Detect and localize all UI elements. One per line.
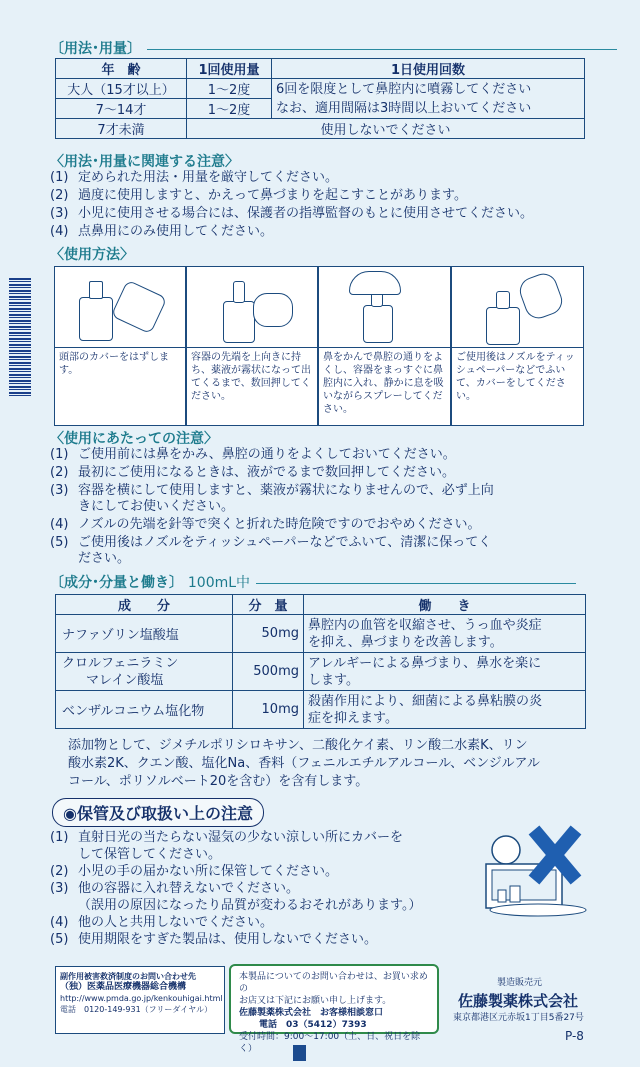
ingredient-name-1: ナファゾリン塩酸塩 (56, 615, 233, 653)
usage-note-1: (1) ご使用前には鼻をかみ、鼻腔の通りをよくしておいてください。 (50, 447, 456, 462)
registration-mark (293, 1045, 306, 1061)
relief-contact-box (55, 966, 225, 1034)
relief-title: 副作用被害救済制度のお問い合わせ先 (60, 972, 196, 981)
step-3-panel (318, 266, 451, 426)
storage-note-3: (3) 他の容器に入れ替えないでください。 (50, 881, 300, 896)
step-4-panel (451, 266, 584, 426)
related-note-1: (1) 定められた用法・用量を厳守してください。 (50, 170, 339, 185)
storage-note-5: (5) 使用期限をすぎた製品は、使用しないでください。 (50, 932, 378, 947)
page-code: P-8 (565, 1029, 584, 1043)
inquiry-line-5: 受付時間：9:00〜17:00（土、日、祝日を除く） (239, 1032, 421, 1054)
step-1-illustration (55, 267, 185, 348)
header-age: 年 齢 (56, 59, 187, 79)
storage-note-1: (1) 直射日光の当たらない湿気の少ない涼しい所にカバーを (50, 830, 404, 845)
ingredient-amount-1: 50mg (233, 615, 304, 653)
ingredients-table (55, 594, 586, 729)
age-under7: 7才未満 (56, 119, 187, 139)
storage-note-1-cont: して保管してください。 (78, 847, 222, 862)
step-4-caption: ご使用後はノズルをティッシュペーパーなどでふいて、カバーをしてください。 (456, 352, 575, 402)
step-2-caption: 容器の先端を上向きに持ち、薬液が霧状になって出てくるまで、数回押してください。 (191, 352, 311, 402)
related-notes-title: 〈用法･用量に関連する注意〉 (50, 154, 239, 170)
ingredient-effect-3: 殺菌作用により、細菌による鼻粘膜の炎 症を抑えます。 (304, 691, 586, 729)
how-to-title: 〈使用方法〉 (50, 247, 134, 263)
inquiry-line-1: 本製品についてのお問い合わせは、お買い求めの (239, 972, 428, 994)
under7-note: 使用しないでください (187, 119, 585, 139)
usage-note-5-cont: ださい。 (78, 551, 131, 566)
ingredient-name-3: ベンザルコニウム塩化物 (56, 691, 233, 729)
relief-tel: 電話 0120-149-931（フリーダイヤル） (60, 1005, 213, 1014)
usage-note-3-cont: きにしてお使いください。 (78, 499, 235, 514)
step-1-panel (54, 266, 186, 426)
related-note-4: (4) 点鼻用にのみ使用してください。 (50, 224, 274, 239)
storage-note-4: (4) 他の人と共用しないでください。 (50, 915, 274, 930)
additives-line-3: コール、ポリソルベート20を含む）を含有します。 (68, 774, 369, 789)
maker-name: 佐藤製薬株式会社 (458, 992, 579, 1010)
ingredient-effect-2: アレルギーによる鼻づまり、鼻水を楽に します。 (304, 653, 586, 691)
step-3-illustration (319, 267, 450, 348)
age-child: 7〜14才 (56, 99, 187, 119)
inquiry-box (229, 964, 439, 1054)
related-note-2: (2) 過度に使用しますと、かえって鼻づまりを起こすことがあります。 (50, 188, 467, 203)
additives-line-2: 酸水素2K、クエン酸、塩化Na、香料（フェニルエチルアルコール、ベンジルアル (68, 756, 540, 771)
inquiry-line-2: お店又は下記にお願い申し上げます。 (239, 996, 392, 1006)
step-3-caption: 鼻をかんで鼻腔の通りをよくし、容器をまっすぐに鼻腔内に入れ、静かに息を吸いながらスプレーしてください。 (323, 352, 444, 415)
step-2-panel (186, 266, 318, 426)
storage-note-3-cont: （誤用の原因になったり品質が変わるおそれがあります。） (78, 898, 422, 913)
maker-label: 製造販売元 (497, 978, 543, 988)
inquiry-line-3: 佐藤製薬株式会社 お客様相談窓口 (239, 1008, 384, 1018)
usage-note-4: (4) ノズルの先端を針等で突くと折れた時危険ですのでおやめください。 (50, 517, 481, 532)
additives-line-1: 添加物として、ジメチルポリシロキサン、二酸化ケイ素、リン酸二水素K、リン (68, 738, 528, 753)
ingredients-title: 〔成分･分量と働き〕 100mL中 (50, 572, 576, 592)
step-2-illustration (187, 267, 317, 348)
usage-note-5: (5) ご使用後はノズルをティッシュペーパーなどでふいて、清潔に保ってく (50, 535, 492, 550)
step-4-illustration (452, 267, 583, 348)
header-ingredient: 成 分 (56, 595, 233, 615)
inquiry-line-4: 電話 03（5412）7393 (259, 1020, 367, 1030)
usage-note-2: (2) 最初にご使用になるときは、液がでるまで数回押してください。 (50, 465, 456, 480)
barcode (9, 278, 31, 398)
storage-title: ◉保管及び取扱い上の注意 (52, 798, 264, 827)
frequency-line2: なお、適用間隔は3時間以上おいてください (276, 100, 532, 116)
ingredient-effect-1: 鼻腔内の血管を収縮させ、うっ血や炎症 を抑え、鼻づまりを改善します。 (304, 615, 586, 653)
age-adult: 大人（15才以上） (56, 79, 187, 99)
usage-note-3: (3) 容器を横にして使用しますと、薬液が霧状になりませんので、必ず上向 (50, 483, 494, 498)
usage-title: 〔用法･用量〕 (50, 38, 617, 58)
relief-org: （独）医薬品医療機器総合機構 (60, 982, 187, 992)
related-note-3: (3) 小児に使用させる場合には、保護者の指導監督のもとに使用させてください。 (50, 206, 534, 221)
frequency-line1: 6回を限度として鼻腔内に噴霧してください (276, 81, 532, 97)
dose-child: 1〜2度 (187, 99, 272, 119)
dose-adult: 1〜2度 (187, 79, 272, 99)
maker-address: 東京都港区元赤坂1丁目5番27号 (453, 1013, 584, 1023)
header-amount: 分 量 (233, 595, 304, 615)
usage-table (55, 58, 585, 139)
ingredient-amount-2: 500mg (233, 653, 304, 691)
storage-note-2: (2) 小児の手の届かない所に保管してください。 (50, 864, 339, 879)
step-1-caption: 頭部のカバーをはずします。 (59, 352, 169, 376)
ingredient-amount-3: 10mg (233, 691, 304, 729)
header-effect: 働 き (304, 595, 586, 615)
ingredient-name-2: クロルフェニラミン マレイン酸塩 (56, 653, 233, 691)
usage-notes-title: 〈使用にあたっての注意〉 (50, 431, 218, 447)
header-dose: 1回使用量 (187, 59, 272, 79)
relief-url[interactable]: http://www.pmda.go.jp/kenkouhigai.html (60, 994, 223, 1003)
frequency-cell (272, 79, 585, 119)
header-frequency: 1日使用回数 (272, 59, 585, 79)
storage-illustration (478, 824, 588, 924)
